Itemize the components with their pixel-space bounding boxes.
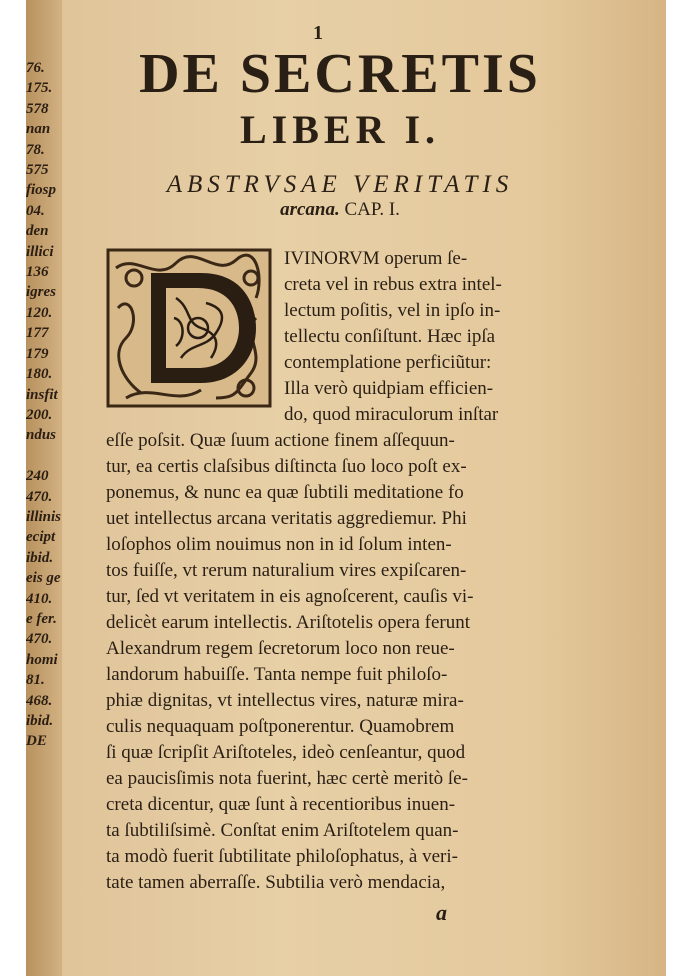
- text-line: tur, ſed vt veritatem in eis agnoſcerent, cauſis vi-: [106, 586, 474, 607]
- text-line: creta dicentur, quæ ſunt à recentioribus inuen-: [106, 794, 456, 815]
- margin-entry: ecipt: [26, 529, 56, 546]
- text-line: ta ſubtiliſsimè. Conſtat enim Ariſtotelem quan-: [106, 820, 459, 841]
- book-number: LIBER I.: [239, 107, 441, 152]
- margin-entry: insfit: [26, 386, 58, 403]
- text-line: loſophos olim nouimus non in id ſolum inten-: [106, 534, 452, 555]
- text-line: creta vel in rebus extra intel-: [284, 274, 502, 295]
- margin-entry: 177: [26, 325, 49, 342]
- margin-entry: 575: [26, 162, 49, 179]
- text-line: ſi quæ ſcripſit Ariſtoteles, ideò cenſeantur, quod: [106, 742, 466, 763]
- margin-entry: fiosp: [26, 182, 56, 199]
- text-line: Alexandrum regem ſecretorum loco non reue-: [106, 638, 455, 659]
- chapter-number: CAP. I.: [344, 199, 400, 220]
- book-title: DE SECRETIS: [139, 43, 541, 105]
- margin-entry: [26, 446, 70, 466]
- text-line: tur, ea certis claſsibus diſtincta ſuo loco poſt ex-: [106, 456, 467, 477]
- chapter-title: ABSTRVSAE VERITATIS: [166, 171, 514, 198]
- margin-entry: homi: [26, 651, 58, 668]
- margin-entry: 175.: [26, 80, 53, 97]
- text-line: uet intellectus arcana veritatis aggrediemur. Phi: [106, 508, 467, 529]
- margin-entry: 200.: [26, 406, 53, 423]
- text-line: IVINORVM operum ſe-: [284, 248, 468, 269]
- margin-entry: 76.: [26, 60, 45, 76]
- margin-entry: illici: [26, 243, 54, 260]
- margin-entry: den: [26, 223, 49, 240]
- margin-entry: 410.: [26, 590, 53, 607]
- margin-entry: illinis: [26, 508, 62, 525]
- text-line: ponemus, & nunc ea quæ ſubtili meditatione fo: [106, 482, 464, 503]
- margin-entry: eis ge: [26, 570, 61, 587]
- text-line: tos fuiſſe, vt rerum naturalium vires expiſcaren-: [106, 560, 467, 581]
- margin-index-column: [26, 58, 70, 752]
- margin-entry: ibid.: [26, 549, 54, 566]
- text-line: ta modò fuerit ſubtilitate philoſophatus, à veri-: [106, 846, 458, 867]
- margin-entry: ndus: [26, 427, 57, 444]
- text-line: do, quod miraculorum inſtar: [284, 404, 499, 425]
- margin-entry: 81.: [26, 672, 45, 689]
- book-page: [26, 0, 666, 976]
- signature-mark: a: [436, 900, 447, 925]
- margin-entry: 179: [26, 345, 49, 362]
- margin-entry: e fer.: [26, 610, 57, 627]
- margin-entry: 240: [26, 468, 49, 485]
- text-line: ea paucisſimis nota fuerint, hæc certè meritò ſe-: [106, 768, 468, 789]
- text-line: landorum habuiſſe. Tanta nempe fuit philoſo-: [106, 664, 448, 685]
- ornamental-initial-d-icon: [106, 248, 272, 408]
- margin-entry: ibid.: [26, 713, 54, 729]
- text-line: tate tamen aberraſſe. Subtilia verò mendacia,: [106, 872, 446, 893]
- margin-entry: nan: [26, 121, 51, 138]
- text-line: delicèt earum intellectis. Ariſtotelis opera ferunt: [106, 612, 471, 633]
- margin-entry: 04.: [26, 202, 45, 219]
- chapter-subtitle: [100, 198, 580, 222]
- margin-entry: 180.: [26, 366, 53, 383]
- chapter-subtitle-word: arcana.: [280, 199, 340, 220]
- margin-entry: 470.: [26, 631, 53, 648]
- margin-entry: 78.: [26, 141, 45, 158]
- margin-entry: igres: [26, 284, 56, 301]
- margin-entry: DE: [26, 733, 47, 750]
- margin-entry: 468.: [26, 692, 53, 709]
- folio-number: 1: [313, 22, 323, 44]
- margin-entry: 578: [26, 100, 49, 117]
- text-line: Illa verò quidpiam efficien-: [284, 378, 494, 399]
- text-line: culis nequaquam poſtponerentur. Quamobrem: [106, 716, 455, 737]
- text-line: lectum poſitis, vel in ipſo in-: [284, 300, 501, 321]
- text-line: contemplatione perficiũtur:: [284, 352, 492, 373]
- text-line: tellectu conſiſtunt. Hæc ipſa: [284, 326, 496, 347]
- text-line: eſſe poſsit. Quæ ſuum actione finem aſſequun-: [106, 430, 455, 451]
- margin-entry: 470.: [26, 488, 53, 505]
- text-line: phiæ dignitas, vt intellectus vires, naturæ mira-: [106, 690, 464, 711]
- margin-entry: 136: [26, 264, 49, 281]
- margin-entry: 120.: [26, 304, 53, 321]
